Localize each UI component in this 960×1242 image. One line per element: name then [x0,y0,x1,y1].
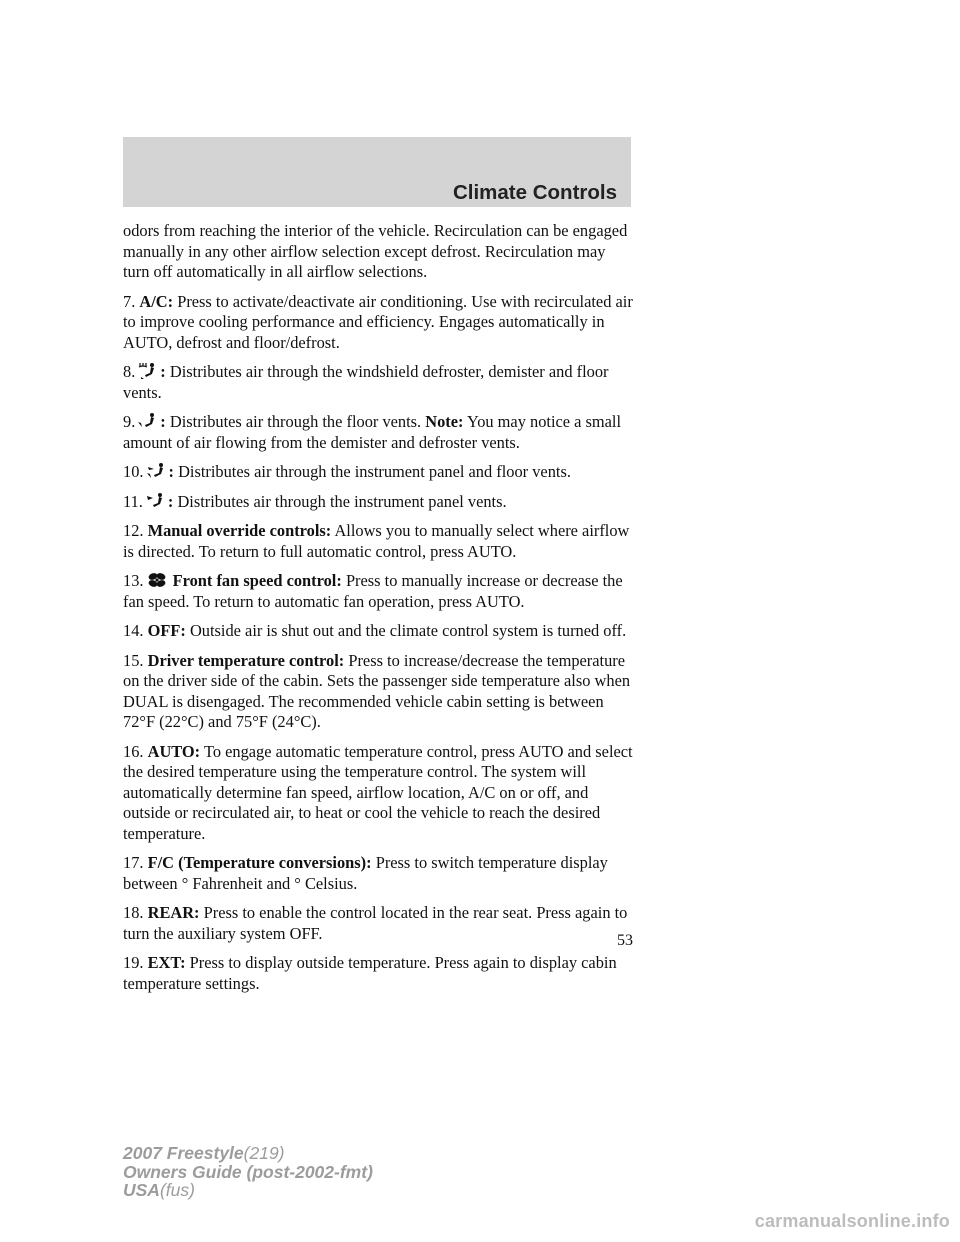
item-text: Press to display outside temperature. Press again to display cabin temperature settings. [123,953,617,993]
item-label: Driver temperature control: [147,650,345,670]
item-number: 14. [123,621,144,640]
item-text: Press to enable the control located in the rear seat. Press again to turn the auxiliary system OFF. [123,903,628,943]
item-label: REAR: [147,903,200,922]
item-label: : [160,362,166,381]
item-text: Distributes air through the instrument panel vents. [177,491,507,511]
floor-defrost-icon [137,362,159,380]
item-text: Distributes air through the windshield defroster, demister and floor vents. [123,362,609,402]
section-header-band [123,137,631,207]
item-number: 18. [123,903,144,922]
item-number: 15. [123,650,144,670]
panel-vent-icon [145,492,167,510]
footer-line-3: USA(fus) [123,1180,195,1200]
manual-body [123,221,633,1003]
page-number: 53 [617,932,633,949]
item-label: F/C (Temperature conversions): [147,853,372,872]
item-number: 10. [123,462,144,481]
item-number: 12. [123,521,144,540]
footer-line-2: Owners Guide (post-2002-fmt) [123,1161,373,1182]
item-9-floor [123,412,633,453]
note-text: You may notice a small amount of air flowing from the demister and defroster vents. [123,412,622,452]
section-title: Climate Controls [452,181,617,204]
watermark: carmanualsonline.info [754,1211,950,1231]
item-text: Outside air is shut out and the climate control system is turned off. [189,621,627,640]
item-11-panel [123,492,633,513]
item-13-fan-speed [123,571,633,612]
item-19-ext [123,953,633,994]
item-label: : [160,412,166,431]
item-label: AUTO: [147,741,201,761]
item-label: Front fan speed control: [172,571,342,590]
item-14-off [123,621,633,642]
item-7-ac [123,292,633,354]
panel-floor-icon [146,462,168,480]
item-text: Distributes air through the instrument panel and floor vents. [178,462,571,481]
item-number: 11. [123,491,143,511]
item-text: To engage automatic temperature control, press AUTO and select the desired temperature using the temperature control. The system will automatically determine fan speed, airflow location, A/C on or off, and outside or recirculated air, to heat or cool the vehicle to reach the desired temperature. [123,741,633,843]
item-label: OFF: [147,621,186,640]
paragraph-recirculation-cont: odors from reaching the interior of the vehicle. Recirculation can be engaged manually in any other airflow selection except defrost. Recirculation may turn off automatically in all airflow selections. [123,221,628,281]
item-17-fc [123,853,633,894]
item-number: 19. [123,953,144,972]
footer-line-1: 2007 Freestyle(219) [123,1143,285,1163]
item-text: Press to manually increase or decrease the fan speed. To return to automatic fan operation, press AUTO. [123,571,623,611]
item-10-panel-floor [123,462,633,483]
item-label: : [168,462,174,481]
item-number: 16. [123,741,144,761]
item-number: 9. [123,412,136,431]
item-12-manual-override [123,521,633,562]
item-number: 8. [123,362,136,381]
item-text: Distributes air through the floor vents. [169,412,422,431]
item-18-rear [123,903,633,944]
item-number: 17. [123,853,144,872]
item-16-auto [123,742,633,845]
item-15-driver-temp [123,651,633,733]
fan-icon [146,571,168,589]
item-text: Allows you to manually select where airflow is directed. To return to full automatic control, press AUTO. [123,521,630,561]
item-8-floor-defrost [123,362,633,403]
document-footer [123,1144,373,1200]
floor-vent-icon [137,412,159,430]
item-number: 13. [123,571,144,590]
item-text: Press to switch temperature display between ° Fahrenheit and ° Celsius. [123,853,608,893]
item-label: Manual override controls: [147,521,332,540]
item-label: EXT: [147,953,186,972]
item-label: A/C: [139,291,174,311]
item-text: Press to activate/deactivate air conditioning. Use with recirculated air to improve cooling performance and efficiency. Engages automatically in AUTO, defrost and floor/defrost. [123,291,633,352]
item-label: : [167,491,174,511]
item-number: 7. [123,291,136,311]
item-text: Press to increase/decrease the temperature on the driver side of the cabin. Sets the passenger side temperature also when DUAL is disengaged. The recommended vehicle cabin setting is between 72°F (22°C) and 75°F (24°C). [123,650,631,731]
note-label: Note: [425,412,464,431]
